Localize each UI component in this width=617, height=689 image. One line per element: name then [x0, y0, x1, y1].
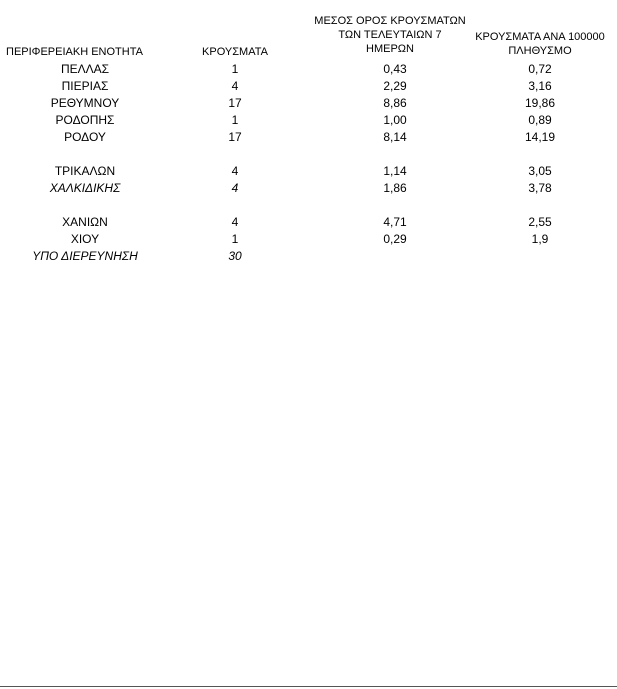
table-row [0, 180, 617, 197]
header-per100k [460, 30, 617, 58]
cell-cases: 17 [228, 96, 242, 110]
cell-avg7: 1,00 [383, 113, 407, 127]
table-row [0, 129, 617, 146]
cell-per100k: 3,05 [528, 164, 552, 178]
table-row [0, 78, 617, 95]
cell-cases: 4 [231, 164, 239, 178]
table-row [0, 214, 617, 231]
cell-per100k: 0,72 [528, 62, 552, 76]
header-per100k-line1: ΚΡΟΥΣΜΑΤΑ ΑΝΑ 100000 [475, 31, 605, 43]
header-avg7 [305, 14, 475, 56]
cell-unit: ΥΠΟ ΔΙΕΡΕΥΝΗΣΗ [32, 249, 138, 263]
bottom-divider [0, 686, 617, 687]
header-per100k-line2: ΠΛΗΘΥΣΜΟ [508, 45, 572, 57]
cell-unit: ΠΙΕΡΙΑΣ [61, 79, 109, 93]
table-row [0, 95, 617, 112]
cell-avg7: 2,29 [383, 79, 407, 93]
cell-cases: 4 [231, 215, 239, 229]
cell-unit: ΠΕΛΛΑΣ [60, 62, 110, 76]
table-row [0, 248, 617, 265]
cell-unit: ΡΕΘΥΜΝΟΥ [50, 96, 120, 110]
cell-cases: 4 [231, 181, 239, 195]
header-avg7-line3: ΗΜΕΡΩΝ [366, 43, 414, 55]
header-avg7-line1: ΜΕΣΟΣ ΟΡΟΣ ΚΡΟΥΣΜΑΤΩΝ [314, 15, 466, 27]
cell-avg7: 8,86 [383, 96, 407, 110]
cell-unit: ΧΑΛΚΙΔΙΚΗΣ [49, 181, 121, 195]
cell-unit: ΡΟΔΟΠΗΣ [55, 113, 115, 127]
table-row [0, 163, 617, 180]
cell-avg7: 0,43 [383, 62, 407, 76]
cell-per100k: 3,16 [528, 79, 552, 93]
header-cases: ΚΡΟΥΣΜΑΤΑ [202, 46, 268, 58]
cell-per100k: 3,78 [528, 181, 552, 195]
cell-cases: 1 [231, 62, 239, 76]
cell-unit: ΤΡΙΚΑΛΩΝ [54, 164, 116, 178]
cell-unit: ΡΟΔΟΥ [64, 130, 106, 144]
header-avg7-line2: ΤΩΝ ΤΕΛΕΥΤΑΙΩΝ 7 [338, 29, 442, 41]
cell-per100k: 1,9 [531, 232, 549, 246]
cell-avg7: 1,86 [383, 181, 407, 195]
cell-cases: 1 [231, 113, 239, 127]
cell-per100k: 14,19 [524, 130, 556, 144]
cell-unit: ΧΑΝΙΩΝ [62, 215, 108, 229]
table-row [0, 61, 617, 78]
header-unit: ΠΕΡΙΦΕΡΕΙΑΚΗ ΕΝΟΤΗΤΑ [6, 46, 143, 58]
cell-cases: 4 [231, 79, 239, 93]
cell-cases: 30 [228, 249, 242, 263]
edge-mark [0, 26, 1, 38]
cell-avg7: 1,14 [383, 164, 407, 178]
cell-cases: 17 [228, 130, 242, 144]
cell-avg7: 4,71 [383, 215, 407, 229]
table-row [0, 112, 617, 129]
cell-per100k: 19,86 [524, 96, 556, 110]
cell-per100k: 2,55 [528, 215, 552, 229]
cell-unit: ΧΙΟΥ [70, 232, 100, 246]
cell-avg7: 8,14 [383, 130, 407, 144]
cell-per100k: 0,89 [528, 113, 552, 127]
cell-avg7: 0,29 [383, 232, 407, 246]
table-row [0, 231, 617, 248]
cell-cases: 1 [231, 232, 239, 246]
